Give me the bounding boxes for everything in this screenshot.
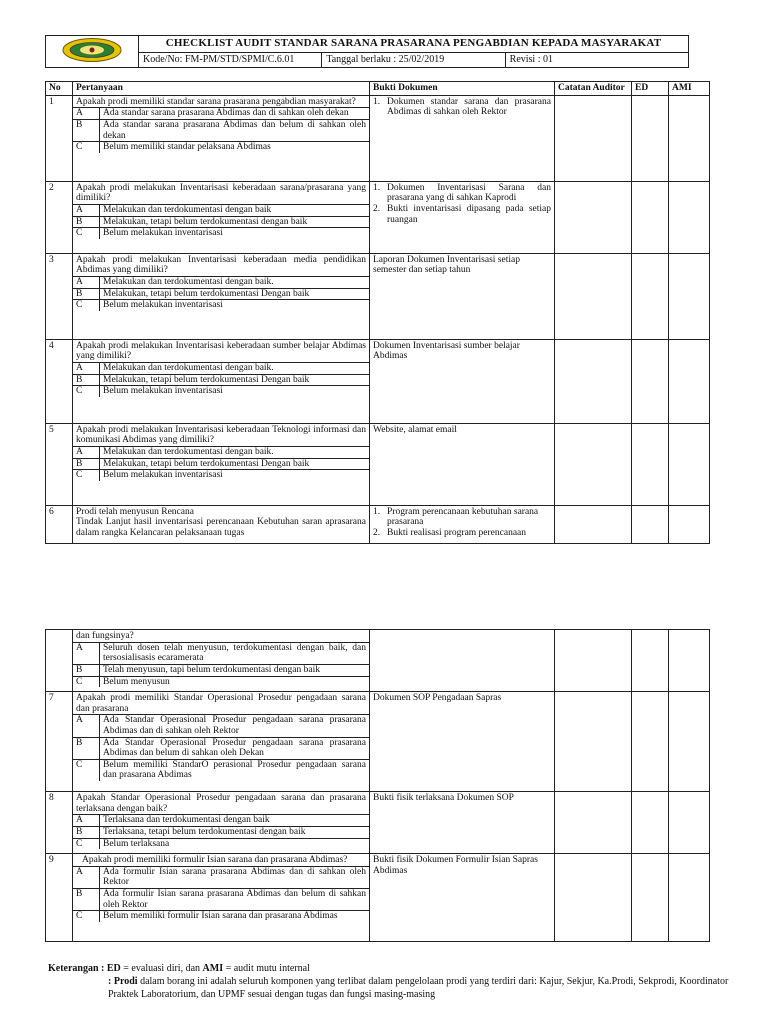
table-row (46, 854, 710, 942)
footnote-prodi-text: dalam borang ini adalah seluruh komponen yang terlibat dalam pengelolaan prodi yang terdiri dari: Kajur, Sekjur, Ka.Prodi, Sekprodi, Koordinator Praktek Laboratorium, dan UPMF sesuai dengan tugas dan fungsi masing-masing (108, 976, 729, 1000)
option-label: C (73, 677, 100, 688)
document-header (45, 35, 689, 68)
option-label: C (73, 911, 100, 922)
option-text: Ada formulir Isian sarana prasarana Abdimas dan belum di sahkan oleh Rektor (103, 888, 366, 910)
question-text: Tindak Lanjut hasil inventarisasi perencanaan Kebutuhan saran aprasarana dalam rangka Kelancaran pelaksanaan tugas (76, 517, 366, 538)
ed-cell[interactable] (632, 339, 669, 423)
university-logo-icon (61, 37, 123, 63)
question-text: Apakah prodi memiliki standar sarana prasarana pengabdian masyarakat? (76, 96, 356, 107)
question-cell (73, 423, 370, 505)
option-text: Ada standar sarana prasarana Abdimas dan di sahkan oleh dekan (103, 108, 349, 119)
question-text: Apakah prodi memiliki formulir Isian sarana dan prasarana Abdimas? (82, 855, 348, 865)
item-number: 5 (46, 423, 73, 505)
evidence-cell (370, 95, 555, 181)
table-row (46, 505, 710, 543)
question-cell (73, 253, 370, 339)
option-row (73, 866, 369, 888)
option-text: Melakukan, tetapi belum terdokumentasi dengan baik (103, 216, 308, 227)
option-label: A (73, 363, 100, 374)
option-row (73, 446, 369, 458)
question-text: Apakah prodi melakukan Inventarisasi keberadaan sarana/prasarana yang dimiliki? (76, 182, 366, 204)
item-number: 6 (46, 505, 73, 543)
option-label: B (73, 375, 100, 386)
table-row (46, 630, 710, 692)
option-text: Belum memiliki formulir Isian sarana dan prasarana Abdimas (103, 911, 338, 922)
option-row (73, 374, 369, 386)
option-text: Ada formulir Isian sarana prasarana Abdimas dan di sahkan oleh Rektor (103, 866, 366, 888)
table-row (46, 253, 710, 339)
item-number: 8 (46, 792, 73, 854)
footnote-ed: ED (106, 963, 121, 974)
ami-cell[interactable] (669, 792, 710, 854)
option-label: A (73, 815, 100, 826)
evidence-cell (370, 339, 555, 423)
column-question: Pertanyaan (73, 82, 370, 96)
option-label: A (73, 643, 100, 664)
question-text: Apakah prodi memiliki Standar Operasional Prosedur pengadaan sarana dan prasarana (76, 693, 366, 714)
question-cell (73, 630, 370, 692)
option-label: B (73, 738, 100, 759)
footnote-line1 (48, 962, 738, 975)
ami-cell[interactable] (669, 95, 710, 181)
evidence-number: 2. (373, 203, 381, 214)
option-text: Belum memiliki StandarO perasional Prosedur pengadaan sarana dan prasarana Abdimas (103, 759, 366, 781)
footnote-ami: AMI (202, 963, 224, 974)
option-label: B (73, 827, 100, 838)
item-number: 9 (46, 854, 73, 942)
question-text: Apakah prodi melakukan Inventarisasi keberadaan Teknologi informasi dan komunikasi Abdimas yang dimiliki? (76, 424, 366, 446)
option-text: Belum melakukan inventarisasi (103, 470, 223, 481)
footnote (48, 962, 738, 1001)
option-label: A (73, 715, 100, 736)
question-cell (73, 505, 370, 543)
option-text: Seluruh dosen telah menyusun, terdokumentasi dengan baik, dan tersosialisasis ecaramerata (103, 642, 366, 664)
question-cell (73, 854, 370, 942)
evidence-text: Bukti fisik Dokumen Formulir Isian Sapras Abdimas (373, 855, 538, 876)
option-text: Melakukan, tetapi belum terdokumentasi Dengan baik (103, 374, 310, 385)
ami-cell[interactable] (669, 181, 710, 253)
evidence-cell (370, 692, 555, 792)
column-ami: AMI (669, 82, 710, 96)
question-cell (73, 181, 370, 253)
item-number: 7 (46, 692, 73, 792)
question-continuation: dan fungsinya? (76, 631, 134, 641)
option-label: A (73, 447, 100, 458)
document-title: CHECKLIST AUDIT STANDAR SARANA PRASARANA PENGABDIAN KEPADA MASYARAKAT (139, 36, 689, 53)
option-text: Belum memiliki standar pelaksana Abdimas (103, 142, 271, 153)
evidence-cell (370, 423, 555, 505)
checklist-table-page1 (45, 81, 710, 544)
question-cell (73, 792, 370, 854)
item-number: 3 (46, 253, 73, 339)
ed-cell[interactable] (632, 423, 669, 505)
auditor-notes-cell[interactable] (555, 630, 632, 692)
logo-cell (46, 36, 139, 68)
ami-cell[interactable] (669, 692, 710, 792)
option-row (73, 141, 369, 153)
option-row (73, 714, 369, 736)
option-row (73, 838, 369, 850)
option-label: C (73, 300, 100, 311)
evidence-number: 2. (373, 527, 381, 538)
footnote-ed-text: = evaluasi diri, dan (120, 963, 203, 974)
footnote-prodi-prefix: : (108, 976, 114, 987)
evidence-text: Website, alamat email (373, 424, 457, 435)
option-text: Terlaksana dan terdokumentasi dengan baik (103, 815, 270, 826)
option-row (73, 759, 369, 781)
auditor-notes-cell[interactable] (555, 692, 632, 792)
auditor-notes-cell[interactable] (555, 253, 632, 339)
option-row (73, 664, 369, 676)
column-auditor-notes: Catatan Auditor (555, 82, 632, 96)
option-text: Ada Standar Operasional Prosedur pengadaan sarana prasarana Abdimas dan belum di sahkan oleh Dekan (103, 737, 366, 759)
option-text: Ada standar sarana prasarana Abdimas dan belum di sahkan oleh dekan (103, 119, 366, 141)
option-label: B (73, 459, 100, 470)
evidence-text: Program perencanaan kebutuhan sarana prasarana (387, 506, 539, 528)
evidence-number: 1. (373, 182, 381, 193)
ed-cell[interactable] (632, 95, 669, 181)
ed-cell[interactable] (632, 253, 669, 339)
question-cell (73, 95, 370, 181)
ami-cell[interactable] (669, 423, 710, 505)
option-text: Ada Standar Operasional Prosedur pengadaan sarana prasarana Abdimas dan di sahkan oleh Rektor (103, 715, 366, 736)
option-text: Belum menyusun (103, 676, 170, 687)
auditor-notes-cell[interactable] (555, 423, 632, 505)
item-number: 1 (46, 95, 73, 181)
option-text: Melakukan dan terdokumentasi dengan baik. (103, 362, 274, 373)
evidence-cell (370, 792, 555, 854)
option-row (73, 107, 369, 119)
evidence-text: Bukti inventarisasi dipasang pada setiap ruangan (387, 203, 551, 225)
evidence-cell (370, 181, 555, 253)
evidence-text: Dokumen standar sarana dan prasarana Abdimas di sahkan oleh Rektor (387, 96, 551, 118)
option-row (73, 458, 369, 470)
column-header-row (46, 82, 710, 96)
evidence-cell (370, 505, 555, 543)
option-label: B (73, 217, 100, 228)
question-text: Apakah prodi melakukan Inventarisasi keberadaan sumber belajar Abdimas yang dimiliki? (76, 340, 366, 362)
option-row (73, 642, 369, 664)
option-label: A (73, 867, 100, 888)
footnote-label: Keterangan : (48, 963, 107, 974)
ed-cell[interactable] (632, 792, 669, 854)
option-label: B (73, 120, 100, 141)
column-evidence: Bukti Dokumen (370, 82, 555, 96)
checklist-table-page2 (45, 629, 710, 942)
table-row (46, 792, 710, 854)
footnote-ami-text: = audit mutu internal (223, 963, 310, 974)
revision-number: Revisi : 01 (505, 52, 688, 67)
document-code: Kode/No: FM-PM/STD/SPMI/C.6.01 (139, 52, 322, 67)
ami-cell[interactable] (669, 630, 710, 692)
option-label: B (73, 889, 100, 910)
evidence-text: Bukti fisik terlaksana Dokumen SOP (373, 793, 514, 803)
option-row (73, 227, 369, 239)
question-cell (73, 339, 370, 423)
evidence-cell (370, 854, 555, 942)
item-number (46, 630, 73, 692)
evidence-number: 1. (373, 96, 381, 107)
option-text: Melakukan dan terdokumentasi dengan baik. (103, 446, 274, 457)
option-row (73, 469, 369, 481)
evidence-text: Dokumen SOP Pengadaan Sapras (373, 693, 502, 703)
item-number: 2 (46, 181, 73, 253)
ed-cell[interactable] (632, 692, 669, 792)
question-text-line1: Prodi telah menyusun Rencana (76, 506, 194, 517)
table-row (46, 423, 710, 505)
ed-cell[interactable] (632, 181, 669, 253)
ed-cell[interactable] (632, 630, 669, 692)
option-row (73, 299, 369, 311)
evidence-number: 1. (373, 506, 381, 517)
auditor-notes-cell[interactable] (555, 854, 632, 942)
option-text: Belum melakukan inventarisasi (103, 300, 223, 311)
ami-cell[interactable] (669, 339, 710, 423)
table-row (46, 692, 710, 792)
option-row (73, 216, 369, 228)
option-label: A (73, 277, 100, 288)
option-row (73, 676, 369, 688)
option-label: A (73, 205, 100, 216)
option-row (73, 737, 369, 759)
column-ed: ED (632, 82, 669, 96)
option-row (73, 276, 369, 288)
option-row (73, 288, 369, 300)
option-row (73, 119, 369, 141)
ami-cell[interactable] (669, 854, 710, 942)
option-text: Terlaksana, tetapi belum terdokumentasi dengan baik (103, 826, 306, 837)
table-row (46, 95, 710, 181)
option-label: C (73, 228, 100, 239)
option-row (73, 814, 369, 826)
option-row (73, 362, 369, 374)
evidence-cell (370, 630, 555, 692)
auditor-notes-cell[interactable] (555, 181, 632, 253)
option-row (73, 888, 369, 910)
auditor-notes-cell[interactable] (555, 505, 632, 543)
option-label: B (73, 665, 100, 676)
option-label: A (73, 108, 100, 119)
option-text: Telah menyusun, tapi belum terdokumentasi dengan baik (103, 664, 320, 675)
option-text: Belum melakukan inventarisasi (103, 228, 223, 239)
option-label: B (73, 289, 100, 300)
option-text: Melakukan, tetapi belum terdokumentasi Dengan baik (103, 458, 310, 469)
evidence-cell (370, 253, 555, 339)
question-text: Apakah prodi melakukan Inventarisasi keberadaan media pendidikan Abdimas yang dimiliki? (76, 254, 366, 276)
ami-cell[interactable] (669, 253, 710, 339)
evidence-text: Bukti realisasi program perencanaan (387, 527, 527, 538)
table-row (46, 181, 710, 253)
question-text: Apakah Standar Operasional Prosedur pengadaan sarana dan prasarana terlaksana dengan baik? (76, 793, 366, 814)
option-text: Melakukan dan terdokumentasi dengan baik. (103, 276, 274, 287)
option-row (73, 385, 369, 397)
option-row (73, 204, 369, 216)
question-cell (73, 692, 370, 792)
evidence-text: Dokumen Inventarisasi sumber belajar Abdimas (373, 340, 520, 362)
evidence-text: Laporan Dokumen Inventarisasi setiap semester dan setiap tahun (373, 254, 520, 276)
option-label: C (73, 142, 100, 153)
option-label: C (73, 470, 100, 481)
ed-cell[interactable] (632, 854, 669, 942)
effective-date: Tanggal berlaku : 25/02/2019 (322, 52, 505, 67)
option-text: Melakukan, tetapi belum terdokumentasi Dengan baik (103, 288, 310, 299)
footnote-line2 (48, 975, 738, 1001)
option-text: Belum melakukan inventarisasi (103, 386, 223, 397)
option-label: C (73, 839, 100, 850)
auditor-notes-cell[interactable] (555, 95, 632, 181)
evidence-text: Dokumen Inventarisasi Sarana dan prasarana yang di sahkan Kaprodi (387, 182, 551, 204)
option-label: C (73, 386, 100, 397)
option-row (73, 910, 369, 922)
option-text: Belum terlaksana (103, 838, 170, 849)
ed-cell[interactable] (632, 505, 669, 543)
column-no: No (46, 82, 73, 96)
option-text: Melakukan dan terdokumentasi dengan baik (103, 204, 272, 215)
ami-cell[interactable] (669, 505, 710, 543)
auditor-notes-cell[interactable] (555, 339, 632, 423)
option-label: C (73, 760, 100, 781)
footnote-prodi: Prodi (113, 976, 138, 987)
auditor-notes-cell[interactable] (555, 792, 632, 854)
option-row (73, 826, 369, 838)
table-row (46, 339, 710, 423)
item-number: 4 (46, 339, 73, 423)
